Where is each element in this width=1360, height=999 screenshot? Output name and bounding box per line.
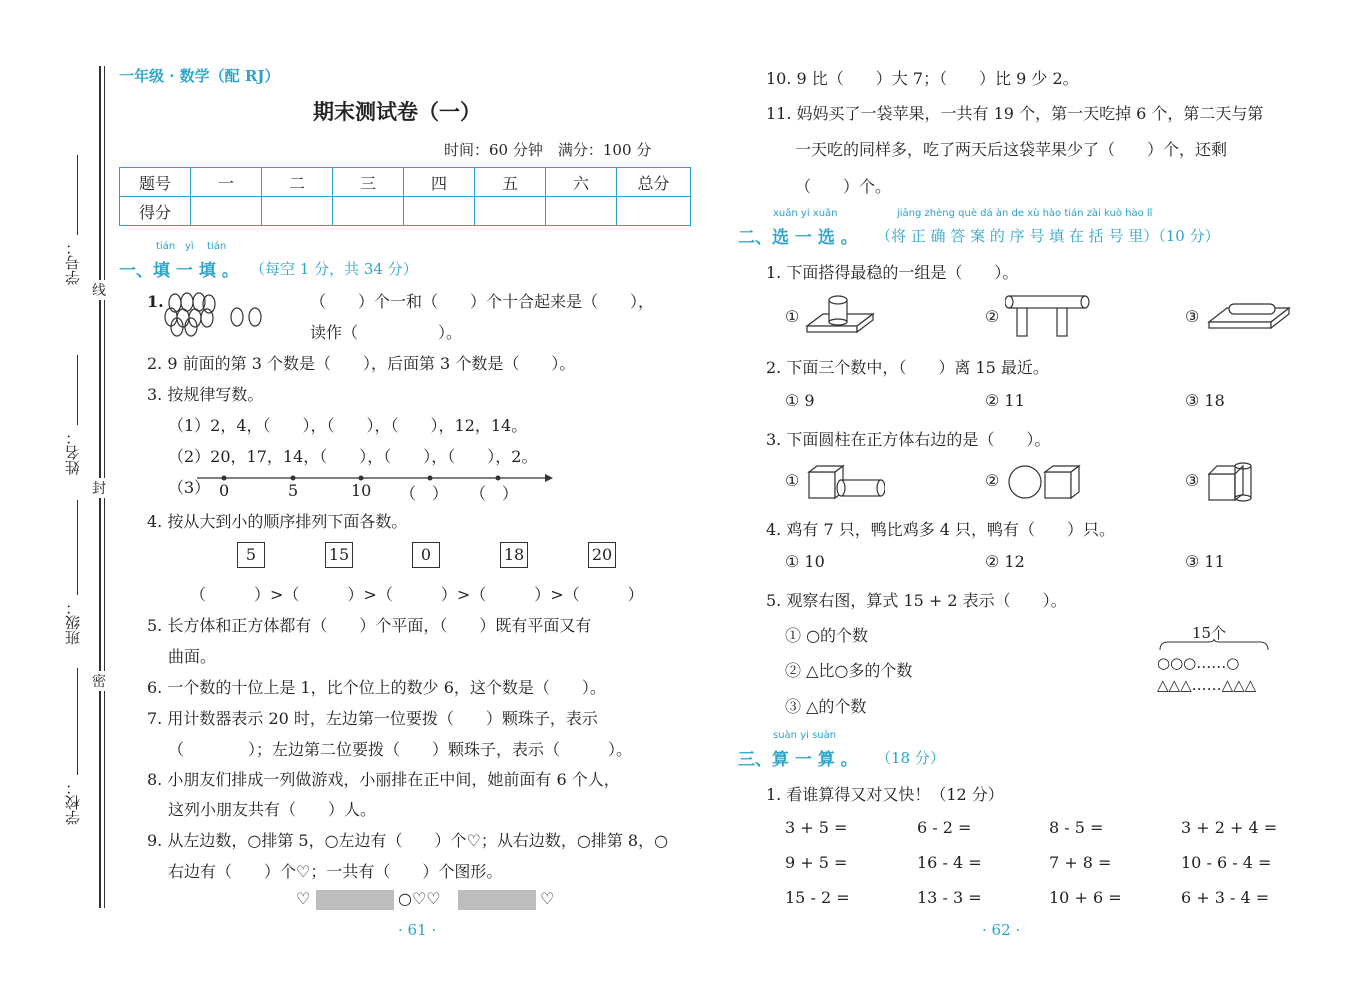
sec3-pinyin: suàn yi suàn: [773, 730, 837, 741]
sec2-pinyin-a: xuǎn yi xuǎn: [773, 208, 838, 219]
number-box: 20: [588, 542, 616, 568]
school-blank: [77, 668, 78, 775]
s2-q3-opt3[interactable]: ③: [1185, 471, 1200, 490]
hidden-shapes-block: [316, 890, 394, 910]
time-info: 时间：60 分钟 满分：100 分: [444, 141, 652, 159]
s2-q1-opt2[interactable]: ②: [985, 307, 1000, 326]
page-title: 期末测试卷（一）: [313, 100, 481, 124]
s2-q1-opt3[interactable]: ③: [1185, 307, 1200, 326]
score-header: 总分: [617, 168, 691, 197]
calc-item: 8 - 5 =: [1049, 818, 1104, 837]
q3-3-label: （3）: [168, 478, 211, 497]
s2-q3-text: 3. 下面圆柱在正方体右边的是（ ）。: [766, 430, 1051, 449]
calc-item: 3 + 5 =: [785, 818, 848, 837]
sec1-score: （每空 1 分，共 34 分）: [250, 260, 418, 278]
tick-blank[interactable]: （ ）: [400, 484, 449, 503]
s2-q3-opt2[interactable]: ②: [985, 471, 1000, 490]
calc-item: 16 - 4 =: [917, 853, 982, 872]
s2-q3-opt1[interactable]: ①: [785, 471, 800, 490]
score-header: 六: [546, 168, 617, 197]
blocks-figure-2: [1005, 292, 1095, 338]
number-box: 15: [325, 542, 353, 568]
tick-blank[interactable]: （ ）: [470, 484, 519, 503]
q4-order: （ ）>（ ）>（ ）>（ ）>（ ）: [190, 585, 644, 604]
s2-q5-opt1[interactable]: ① ○的个数: [785, 626, 869, 645]
number-box: 18: [500, 542, 528, 568]
subject-label: 一年级 · 数学（配 RJ）: [119, 67, 280, 85]
brace: [1158, 638, 1270, 652]
score-cell[interactable]: [262, 197, 333, 226]
blocks-figure-1: [805, 292, 875, 336]
calc-item: 6 + 3 - 4 =: [1181, 888, 1270, 907]
q3-text: 3. 按规律写数。: [147, 385, 264, 404]
school-label: 学校：: [64, 780, 82, 825]
score-header: 五: [475, 168, 546, 197]
s2-q5-opt3[interactable]: ③ △的个数: [785, 697, 867, 716]
s2-q2-opt1[interactable]: ① 9: [785, 391, 815, 410]
calc-item: 10 + 6 =: [1049, 888, 1122, 907]
score-cell[interactable]: [191, 197, 262, 226]
eggs-figure: [163, 291, 273, 337]
sec1-title: 一、填 一 填 。: [119, 261, 239, 281]
page-number-left: · 61 ·: [398, 921, 437, 939]
tick-label: 0: [219, 481, 230, 500]
number-box: 0: [412, 542, 440, 568]
tick-label: 10: [351, 481, 372, 500]
sec3-title: 三、算 一 算 。: [738, 750, 858, 770]
q8-line2: 这列小朋友共有（ ）人。: [168, 800, 377, 819]
calc-item: 3 + 2 + 4 =: [1181, 818, 1278, 837]
q11-line3: （ ）个。: [795, 177, 892, 196]
seal-feng-label: 封: [92, 478, 106, 498]
name-label: 姓名：: [64, 430, 82, 475]
calc-item: 6 - 2 =: [917, 818, 972, 837]
score-cell[interactable]: [617, 197, 691, 226]
score-cell[interactable]: [475, 197, 546, 226]
score-header: 一: [191, 168, 262, 197]
s2-q1-opt1[interactable]: ①: [785, 307, 800, 326]
q2-text: 2. 9 前面的第 3 个数是（ ），后面第 3 个数是（ ）。: [147, 354, 576, 373]
mid-shapes: ○♡♡: [398, 889, 441, 908]
blocks-figure-3: [1205, 296, 1295, 332]
q1-line2: 读作（ ）。: [310, 323, 463, 342]
s2-q2-opt2[interactable]: ② 11: [985, 391, 1025, 410]
score-row-label: 得分: [120, 197, 191, 226]
q8-line1: 8. 小朋友们排成一列做游戏，小丽排在正中间，她前面有 6 个人，: [147, 770, 620, 789]
calc-item: 13 - 3 =: [917, 888, 982, 907]
brace-label: 15个: [1192, 624, 1227, 642]
score-header: 四: [404, 168, 475, 197]
q4-text: 4. 按从大到小的顺序排列下面各数。: [147, 512, 408, 531]
q11-line2: 一天吃的同样多，吃了两天后这袋苹果少了（ ）个，还剩: [795, 140, 1228, 159]
q1-number: 1.: [147, 292, 164, 311]
s2-q4-opt2[interactable]: ② 12: [985, 552, 1025, 571]
seal-mi-label: 密: [92, 671, 106, 691]
q7-line1: 7. 用计数器表示 20 时，左边第一位要拨（ ）颗珠子，表示: [147, 709, 598, 728]
heart-shape: ♡: [540, 889, 555, 908]
s2-q1-text: 1. 下面搭得最稳的一组是（ ）。: [766, 263, 1019, 282]
s3-q1-text: 1. 看谁算得又对又快！（12 分）: [766, 785, 1004, 804]
class-label: 班级：: [64, 600, 82, 645]
q9-line2: 右边有（ ）个♡；一共有（ ）个图形。: [168, 862, 503, 881]
s2-q4-text: 4. 鸡有 7 只，鸭比鸡多 4 只，鸭有（ ）只。: [766, 520, 1116, 539]
sec2-title: 二、选 一 选 。: [738, 228, 858, 248]
q5-line1: 5. 长方体和正方体都有（ ）个平面，（ ）既有平面又有: [147, 616, 592, 635]
q9-line1: 9. 从左边数，○排第 5，○左边有（ ）个♡；从右边数，○排第 8，○: [147, 831, 669, 850]
q3-1-text: （1）2，4，（ ），（ ），（ ），12，14。: [168, 416, 528, 435]
q6-text: 6. 一个数的十位上是 1，比个位上的数少 6，这个数是（ ）。: [147, 678, 606, 697]
seal-line-label: 线: [92, 280, 106, 300]
triangles-row: △△△……△△△: [1157, 676, 1257, 694]
cube-cylinder-figure-1: [805, 462, 885, 502]
sec1-pinyin-2: yì: [185, 241, 194, 252]
s2-q4-opt1[interactable]: ① 10: [785, 552, 825, 571]
name-blank: [77, 355, 78, 425]
score-cell[interactable]: [333, 197, 404, 226]
sec1-pinyin-3: tián: [207, 241, 227, 252]
sec1-pinyin-1: tián: [156, 241, 176, 252]
score-cell[interactable]: [546, 197, 617, 226]
score-header: 三: [333, 168, 404, 197]
s2-q4-opt3[interactable]: ③ 11: [1185, 552, 1225, 571]
score-table: [119, 167, 691, 226]
circles-row: ○○○……○: [1157, 654, 1240, 672]
cube-cylinder-figure-3: [1205, 460, 1265, 502]
score-header: 题号: [120, 168, 191, 197]
tick-label: 5: [288, 481, 299, 500]
student-id-blank: [77, 155, 78, 235]
sec2-instruction: （将 正 确 答 案 的 序 号 填 在 括 号 里）（10 分）: [876, 227, 1220, 245]
q5-line2: 曲面。: [168, 647, 217, 666]
page-number-right: · 62 ·: [982, 921, 1021, 939]
q1-line1: （ ）个一和（ ）个十合起来是（ ），: [310, 292, 655, 311]
calc-item: 7 + 8 =: [1049, 853, 1112, 872]
s2-q2-text: 2. 下面三个数中，（ ）离 15 最近。: [766, 358, 1049, 377]
calc-item: 10 - 6 - 4 =: [1181, 853, 1272, 872]
s2-q5-text: 5. 观察右图，算式 15 + 2 表示（ ）。: [766, 591, 1067, 610]
q7-line2: （ ）；左边第二位要拨（ ）颗珠子，表示（ ）。: [168, 740, 633, 759]
number-box: 5: [237, 542, 265, 568]
hidden-shapes-block: [458, 890, 536, 910]
s2-q5-opt2[interactable]: ② △比○多的个数: [785, 661, 913, 680]
score-header: 二: [262, 168, 333, 197]
class-blank: [77, 500, 78, 595]
heart-shape: ♡: [296, 889, 311, 908]
score-cell[interactable]: [404, 197, 475, 226]
s2-q2-opt3[interactable]: ③ 18: [1185, 391, 1225, 410]
calc-item: 15 - 2 =: [785, 888, 850, 907]
sec3-score: （18 分）: [876, 749, 945, 767]
q10-text: 10. 9 比（ ）大 7；（ ）比 9 少 2。: [766, 69, 1079, 88]
sec2-pinyin-b: jiāng zhèng què dá àn de xù hào tián zài kuò hào lǐ: [897, 208, 1153, 219]
calc-item: 9 + 5 =: [785, 853, 848, 872]
q3-2-text: （2）20，17，14，（ ），（ ），（ ），2。: [168, 447, 538, 466]
student-id-label: 学号：: [64, 240, 82, 285]
q11-line1: 11. 妈妈买了一袋苹果，一共有 19 个，第一天吃掉 6 个，第二天与第: [766, 104, 1264, 123]
sphere-cube-figure: [1005, 462, 1085, 502]
